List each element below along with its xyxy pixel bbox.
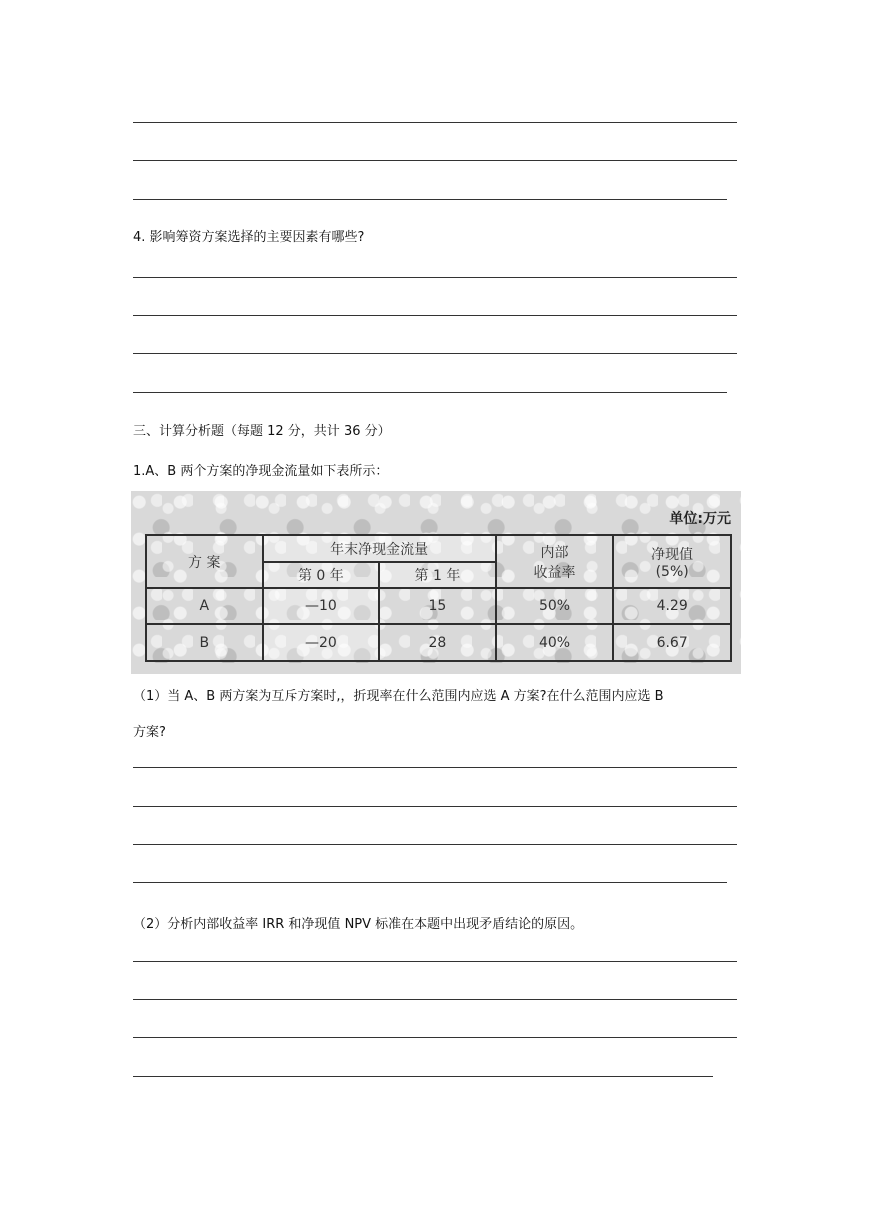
unit-label: 单位:万元: [669, 511, 731, 527]
header-year1: 第 1 年: [379, 562, 496, 588]
header-irr-line2: 收益率: [533, 564, 576, 581]
header-npv-line1: 净现值: [651, 546, 694, 563]
sub-question-1-line1: （1）当 A、B 两方案为互斥方案时,，折现率在什么范围内应选 A 方案?在什么范围内应选 B: [133, 689, 664, 704]
header-irr-line1: 内部: [540, 544, 569, 561]
header-npv-line2: (5%): [655, 563, 689, 580]
answer-line: [133, 160, 737, 161]
answer-line: [133, 999, 737, 1000]
cell-year0: —20: [263, 624, 380, 661]
answer-line: [133, 961, 737, 962]
answer-line: [133, 1037, 737, 1038]
cell-year0: —10: [263, 588, 380, 624]
question-1-intro: 1.A、B 两个方案的净现金流量如下表所示：: [133, 464, 389, 479]
header-npv: [613, 535, 731, 588]
answer-line: [133, 199, 727, 200]
sub-question-2: （2）分析内部收益率 IRR 和净现值 NPV 标准在本题中出现矛盾结论的原因。: [133, 917, 584, 932]
answer-line: [133, 122, 737, 123]
cell-irr: 40%: [496, 624, 614, 661]
cashflow-table: [145, 534, 732, 662]
header-irr: [496, 535, 614, 588]
table-row: [146, 588, 731, 624]
question-4: 4. 影响筹资方案选择的主要因素有哪些?: [133, 230, 365, 245]
answer-line: [133, 1076, 713, 1077]
cell-plan: B: [146, 624, 263, 661]
table-row: [146, 624, 731, 661]
answer-line: [133, 277, 737, 278]
header-plan: 方 案: [146, 535, 263, 588]
sub-question-1-line2: 方案?: [133, 725, 166, 740]
answer-line: [133, 767, 737, 768]
header-cashflow: 年末净现金流量: [263, 535, 496, 562]
answer-line: [133, 882, 727, 883]
answer-line: [133, 392, 727, 393]
cell-npv: 4.29: [613, 588, 731, 624]
answer-line: [133, 806, 737, 807]
cashflow-table-image: [131, 491, 741, 674]
header-year0: 第 0 年: [263, 562, 380, 588]
section-heading: 三、计算分析题（每题 12 分，共计 36 分）: [133, 424, 391, 439]
cell-plan: A: [146, 588, 263, 624]
cell-irr: 50%: [496, 588, 614, 624]
cell-npv: 6.67: [613, 624, 731, 661]
cell-year1: 28: [379, 624, 496, 661]
answer-line: [133, 315, 737, 316]
answer-line: [133, 844, 737, 845]
answer-line: [133, 353, 737, 354]
cell-year1: 15: [379, 588, 496, 624]
